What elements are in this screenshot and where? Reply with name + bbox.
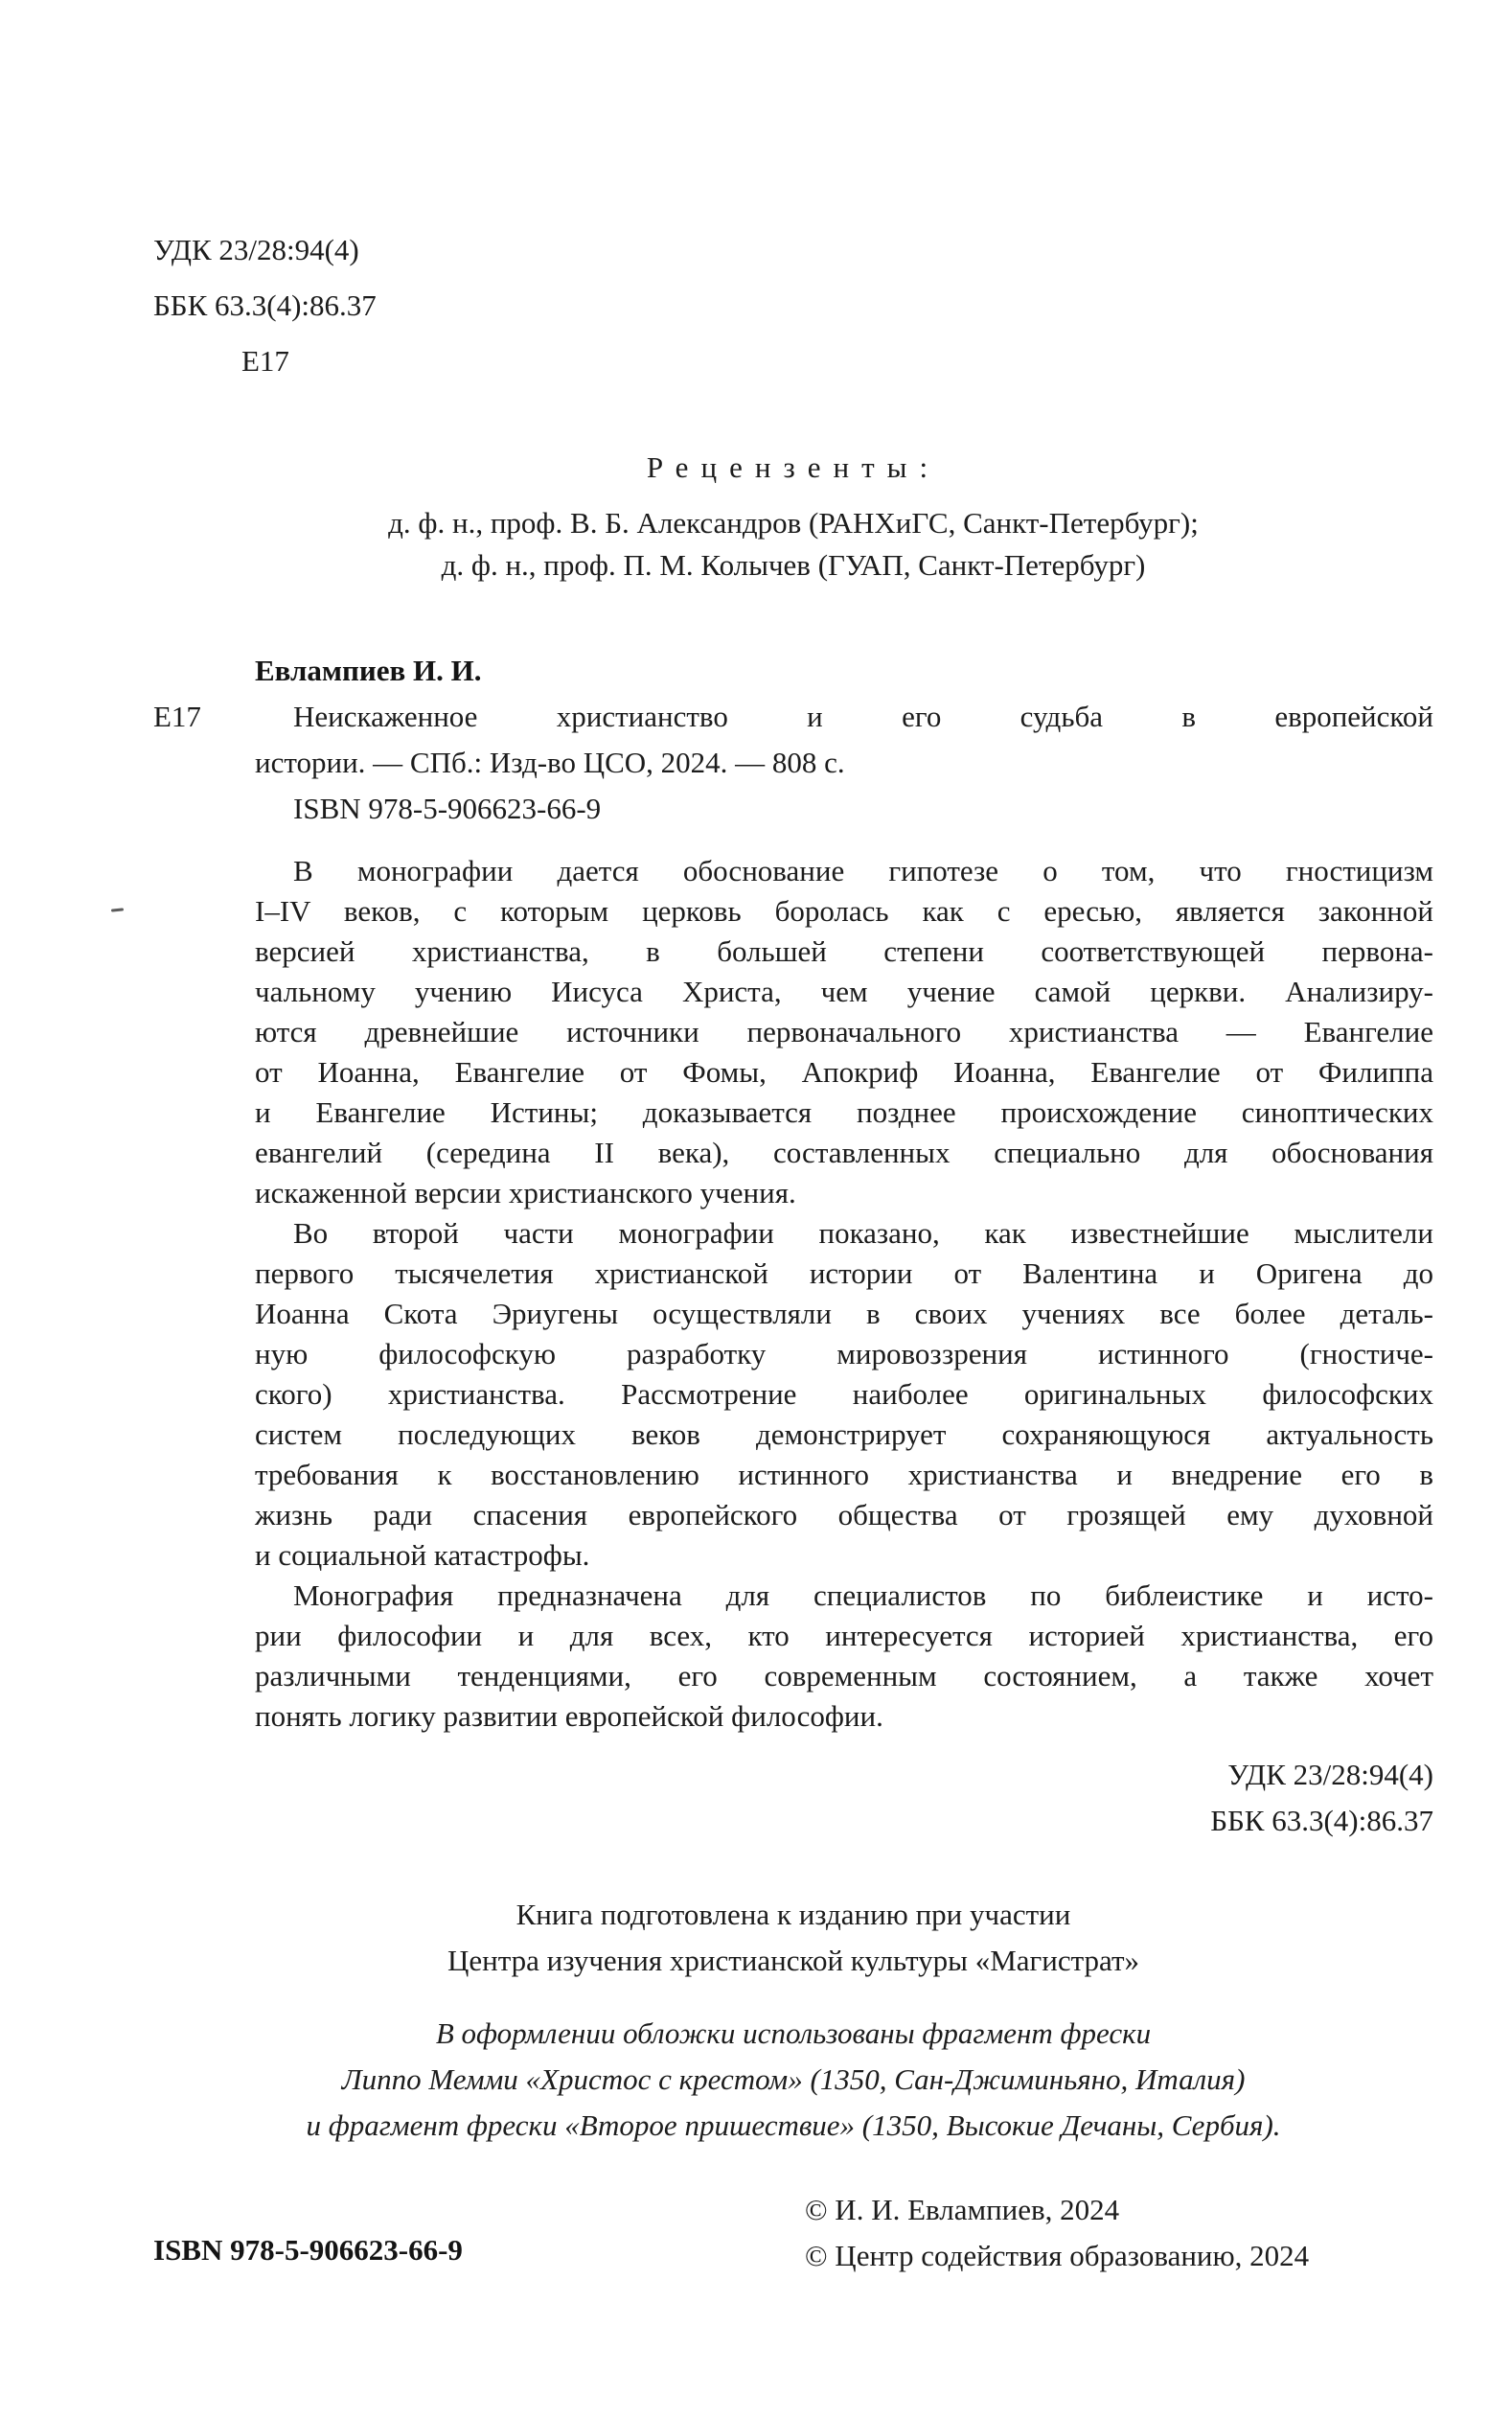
text-line: первого тысячелетия христианской истории от Валентина и Оригена до — [255, 1256, 1433, 1290]
text-line: жизнь ради спасения европейского общества от грозящей ему духовной — [255, 1498, 1433, 1531]
scan-artifact-mark — [111, 908, 124, 911]
text-line: Во второй части монографии показано, как известнейшие мыслители — [293, 1216, 1433, 1250]
text-line: Книга подготовлена к изданию при участии — [515, 1898, 1071, 1931]
annotation-paragraph-1 — [255, 851, 1433, 1213]
catalog-isbn: ISBN 978-5-906623-66-9 — [293, 792, 602, 825]
udk-code: УДК 23/28:94(4) — [153, 233, 359, 266]
copyright-lines — [805, 2187, 1309, 2279]
reviewers-list — [153, 502, 1433, 587]
text-line: © Центр содействия образованию, 2024 — [805, 2239, 1310, 2272]
footer — [153, 2187, 1433, 2292]
text-line: чальному учению Иисуса Христа, чем учение самой церкви. Анализиру- — [255, 975, 1433, 1008]
author-name: Евлампиев И. И. — [255, 654, 482, 687]
text-line: ную философскую разработку мировоззрения истинного (гностиче- — [255, 1337, 1433, 1370]
text-line: В монографии дается обоснование гипотезе о том, что гностицизм — [293, 854, 1433, 887]
text-line: различными тенденциями, его современным состоянием, а также хочет — [255, 1659, 1433, 1693]
text-line: версией христианства, в большей степени соответствующей первона- — [255, 934, 1433, 968]
text-line: и фрагмент фрески «Второе пришествие» (1350, Высокие Дечаны, Сербия). — [306, 2108, 1281, 2142]
reviewers-heading: Рецензенты: — [646, 450, 941, 484]
catalog-margin-code: Е17 — [153, 700, 201, 733]
author-code: Е17 — [241, 344, 289, 378]
text-line: В оформлении обложки использованы фрагмент фрески — [435, 2016, 1152, 2050]
participation-note — [153, 1892, 1433, 1984]
cover-design-note — [153, 2011, 1433, 2149]
text-line: рии философии и для всех, кто интересуется историей христианства, его — [255, 1619, 1433, 1652]
text-line: д. ф. н., проф. П. М. Колычев (ГУАП, Санкт-Петербург) — [441, 548, 1146, 582]
text-line: д. ф. н., проф. В. Б. Александров (РАНХиГС, Санкт-Петербург); — [388, 506, 1199, 540]
text-line: евангелий (середина II века), составленных специально для обоснования — [255, 1136, 1433, 1169]
text-line: Липпо Мемми «Христос с крестом» (1350, Сан-Джиминьяно, Италия) — [341, 2062, 1246, 2096]
footer-isbn: ISBN 978-5-906623-66-9 — [153, 2233, 463, 2267]
text-line: истории. — СПб.: Изд-во ЦСО, 2024. — 808 с. — [255, 746, 845, 779]
text-line: понять логику развитии европейской философии. — [255, 1699, 883, 1733]
text-line: требования к восстановлению истинного христианства и внедрение его в — [255, 1458, 1433, 1491]
text-line: от Иоанна, Евангелие от Фомы, Апокриф Иоанна, Евангелие от Филиппа — [255, 1055, 1433, 1089]
text-line: I–IV веков, с которым церковь боролась как с ересью, является законной — [255, 894, 1433, 928]
text-line: и Евангелие Истины; доказывается позднее происхождение синоптических — [255, 1095, 1433, 1129]
bbk-code: ББК 63.3(4):86.37 — [153, 288, 377, 322]
text-line: Иоанна Скота Эриугены осуществляли в своих учениях все более деталь- — [255, 1297, 1433, 1330]
text-line: ского) христианства. Рассмотрение наиболее оригинальных философских — [255, 1377, 1433, 1411]
catalog-entry — [153, 694, 1433, 832]
text-line: Центра изучения христианской культуры «Магистрат» — [447, 1944, 1140, 1977]
top-codes — [153, 222, 1433, 389]
bbk-code-bottom: ББК 63.3(4):86.37 — [1210, 1804, 1433, 1837]
annotation-paragraph-2 — [255, 1213, 1433, 1576]
udk-code-bottom: УДК 23/28:94(4) — [1227, 1758, 1433, 1791]
bottom-codes — [153, 1752, 1433, 1844]
text-line: ются древнейшие источники первоначального христианства — Евангелие — [255, 1015, 1433, 1048]
reviewers-section — [153, 447, 1433, 587]
annotation — [255, 851, 1433, 1737]
annotation-paragraph-3 — [255, 1576, 1433, 1737]
text-line: © И. И. Евлампиев, 2024 — [805, 2193, 1120, 2226]
text-line: и социальной катастрофы. — [255, 1538, 590, 1572]
text-line: Неискаженное христианство и его судьба в европейской — [293, 700, 1433, 733]
text-line: систем последующих веков демонстрирует сохраняющуюся актуальность — [255, 1417, 1433, 1451]
catalog-description — [255, 694, 1433, 786]
text-line: искаженной версии христианского учения. — [255, 1176, 796, 1209]
text-line: Монография предназначена для специалистов по библеистике и исто- — [293, 1578, 1433, 1612]
